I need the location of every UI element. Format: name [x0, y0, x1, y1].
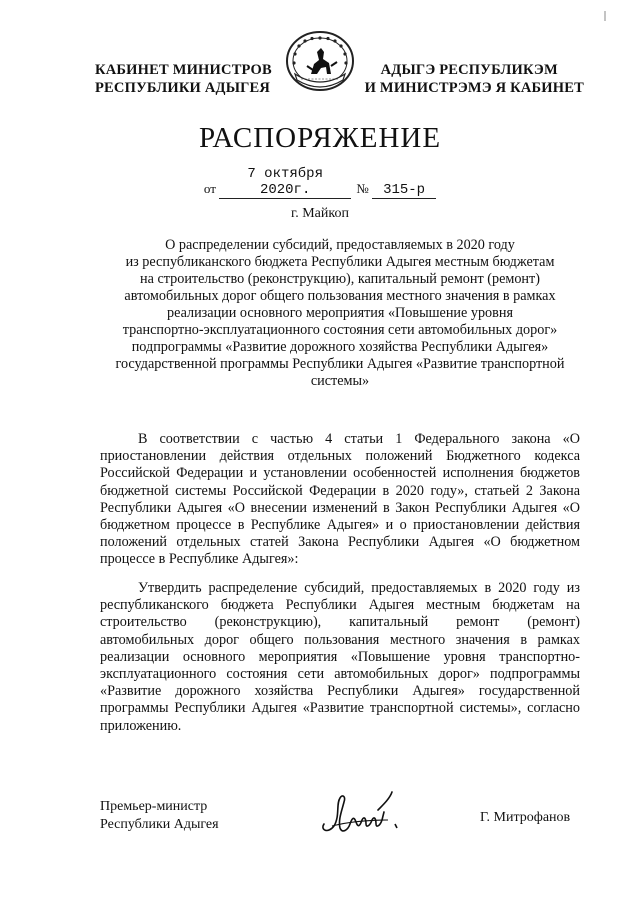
subject-line: системы» [310, 373, 370, 389]
header-right-line1: АДЫГЭ РЕСПУБЛИКЭМ [380, 62, 558, 78]
order-date: 7 октября 2020г. [219, 166, 351, 199]
city-line: г. Майкоп [291, 206, 349, 221]
document-subject [100, 237, 580, 390]
number-prefix: № [356, 181, 369, 196]
document-title: РАСПОРЯЖЕНИЕ [198, 122, 442, 154]
header-right-line2: И МИНИСТРЭМЭ Я КАБИНЕТ [364, 80, 584, 96]
subject-line: реализации основного мероприятия «Повышение уровня [167, 305, 513, 321]
subject-line: транспортно-эксплуатационного состояния сети автомобильных дорог» [122, 322, 558, 338]
position-line1: Премьер-министр [100, 799, 208, 814]
coat-of-arms-emblem [281, 30, 359, 92]
header-right-org [365, 61, 584, 97]
subject-line: на строительство (реконструкцию), капитальный ремонт (ремонт) [140, 271, 540, 287]
header-left-line2: РЕСПУБЛИКИ АДЫГЕЯ [95, 80, 271, 96]
body-paragraph-decision: Утвердить распределение субсидий, предоставляемых в 2020 году из республиканского бюджета Республики Адыгея местным бюджетам на строительство (реконструкцию), капитальный ремонт (ремонт) автомобильных дорог общего пользования местного значения в рамках реализации основного мероприятия «Повышение уровня транспортно-эксплуатационного состояния сети автомобильных дорог» подпрограммы «Развитие дорожного хозяйства Республики Адыгея» государственной программы Республики Адыгея «Развитие транспортной системы», согласно приложению. [100, 580, 580, 734]
body-paragraph-basis: В соответствии с частью 4 статьи 1 Федерального закона «О приостановлении действия отдельных положений Бюджетного кодекса Российской Федерации и установлении особенностей исполнения бюджетов бюджетной системы Российской Федерации в 2020 году», статьей 2 Закона Республики Адыгея «О внесении изменений в Закон Республики Адыгея «О бюджетном процессе в Республике Адыгея» и о приостановлении действия положений отдельных статей Закона Республики Адыгея «О бюджетном процессе в Республике Адыгея»: [100, 431, 580, 568]
position-line2: Республики Адыгея [100, 817, 219, 832]
subject-line: автомобильных дорог общего пользования местного значения в рамках [124, 288, 556, 304]
header-left-line1: КАБИНЕТ МИНИСТРОВ [95, 62, 272, 78]
order-date-number [0, 166, 640, 199]
order-number: 315-р [372, 182, 436, 199]
signatory-position [100, 798, 219, 834]
subject-line: из республиканского бюджета Республики Адыгея местным бюджетам [125, 254, 555, 270]
date-prefix: от [203, 181, 216, 196]
subject-line: О распределении субсидий, предоставляемых в 2020 году [165, 237, 515, 253]
corner-mark [603, 8, 607, 18]
handwritten-signature [318, 790, 413, 842]
header-left-org [95, 61, 272, 97]
subject-line: государственной программы Республики Адыгея «Развитие транспортной [115, 356, 565, 372]
subject-line: подпрограммы «Развитие дорожного хозяйства Республики Адыгея» [131, 339, 549, 355]
signatory-name: Г. Митрофанов [480, 810, 571, 825]
